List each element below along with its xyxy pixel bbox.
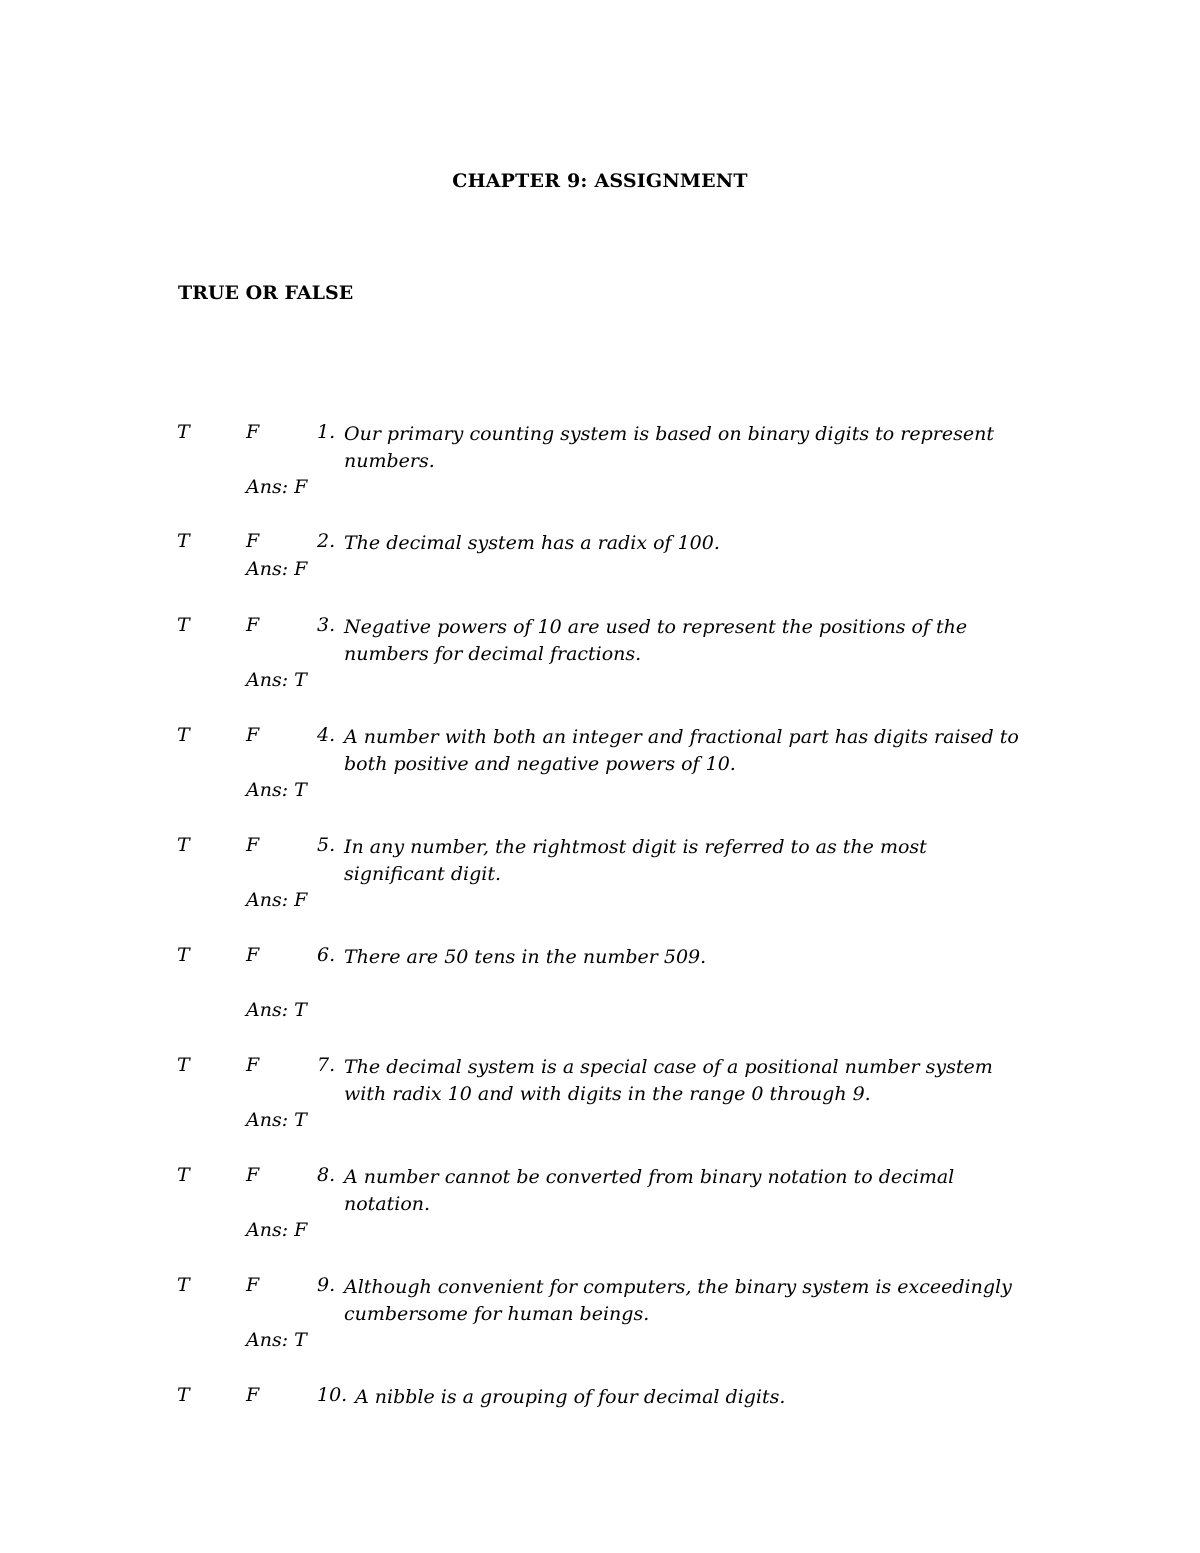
false-option: F <box>246 1164 260 1186</box>
question-text: In any number, the rightmost digit is referred to as the most significant digit. <box>344 836 927 885</box>
true-option: T <box>177 421 190 443</box>
false-option: F <box>246 530 260 552</box>
question-number: 2. <box>317 530 336 552</box>
true-option: T <box>177 614 190 636</box>
answer-text: Ans: F <box>246 476 308 498</box>
question-number: 8. <box>317 1164 336 1186</box>
question-number: 4. <box>317 724 336 746</box>
question-number: 6. <box>317 944 336 966</box>
question-text: Our primary counting system is based on binary digits to represent numbers. <box>344 423 994 472</box>
question-text: A number cannot be converted from binary notation to decimal notation. <box>344 1166 955 1215</box>
false-option: F <box>246 944 260 966</box>
question-text: There are 50 tens in the number 509. <box>344 946 707 968</box>
false-option: F <box>246 614 260 636</box>
page-title: CHAPTER 9: ASSIGNMENT <box>452 170 748 192</box>
question-number: 10. <box>317 1384 348 1406</box>
answer-text: Ans: T <box>246 1329 307 1351</box>
question-number: 1. <box>317 421 336 443</box>
true-option: T <box>177 834 190 856</box>
question-number: 5. <box>317 834 336 856</box>
answer-text: Ans: F <box>246 1219 308 1241</box>
answer-text: Ans: T <box>246 1109 307 1131</box>
false-option: F <box>246 1384 260 1406</box>
true-option: T <box>177 530 190 552</box>
question-text: Although convenient for computers, the binary system is exceedingly cumbersome for human beings. <box>344 1276 1012 1325</box>
true-option: T <box>177 1274 190 1296</box>
question-text: The decimal system is a special case of a positional number system with radix 10 and with digits in the range 0 through 9. <box>344 1056 993 1105</box>
true-option: T <box>177 724 190 746</box>
answer-text: Ans: T <box>246 669 307 691</box>
answer-text: Ans: F <box>246 889 308 911</box>
true-option: T <box>177 1054 190 1076</box>
answer-text: Ans: T <box>246 779 307 801</box>
false-option: F <box>246 1054 260 1076</box>
false-option: F <box>246 724 260 746</box>
question-number: 9. <box>317 1274 336 1296</box>
true-option: T <box>177 1164 190 1186</box>
false-option: F <box>246 421 260 443</box>
question-text: The decimal system has a radix of 100. <box>344 532 720 554</box>
question-text: A nibble is a grouping of four decimal digits. <box>355 1386 786 1408</box>
question-text: A number with both an integer and fractional part has digits raised to both positive and negative powers of 10. <box>344 726 1019 775</box>
answer-text: Ans: T <box>246 999 307 1021</box>
true-option: T <box>177 944 190 966</box>
answer-text: Ans: F <box>246 558 308 580</box>
section-heading: TRUE OR FALSE <box>178 282 354 304</box>
question-number: 7. <box>317 1054 336 1076</box>
false-option: F <box>246 1274 260 1296</box>
question-text: Negative powers of 10 are used to represent the positions of the numbers for decimal fractions. <box>344 616 968 665</box>
true-option: T <box>177 1384 190 1406</box>
question-number: 3. <box>317 614 336 636</box>
false-option: F <box>246 834 260 856</box>
